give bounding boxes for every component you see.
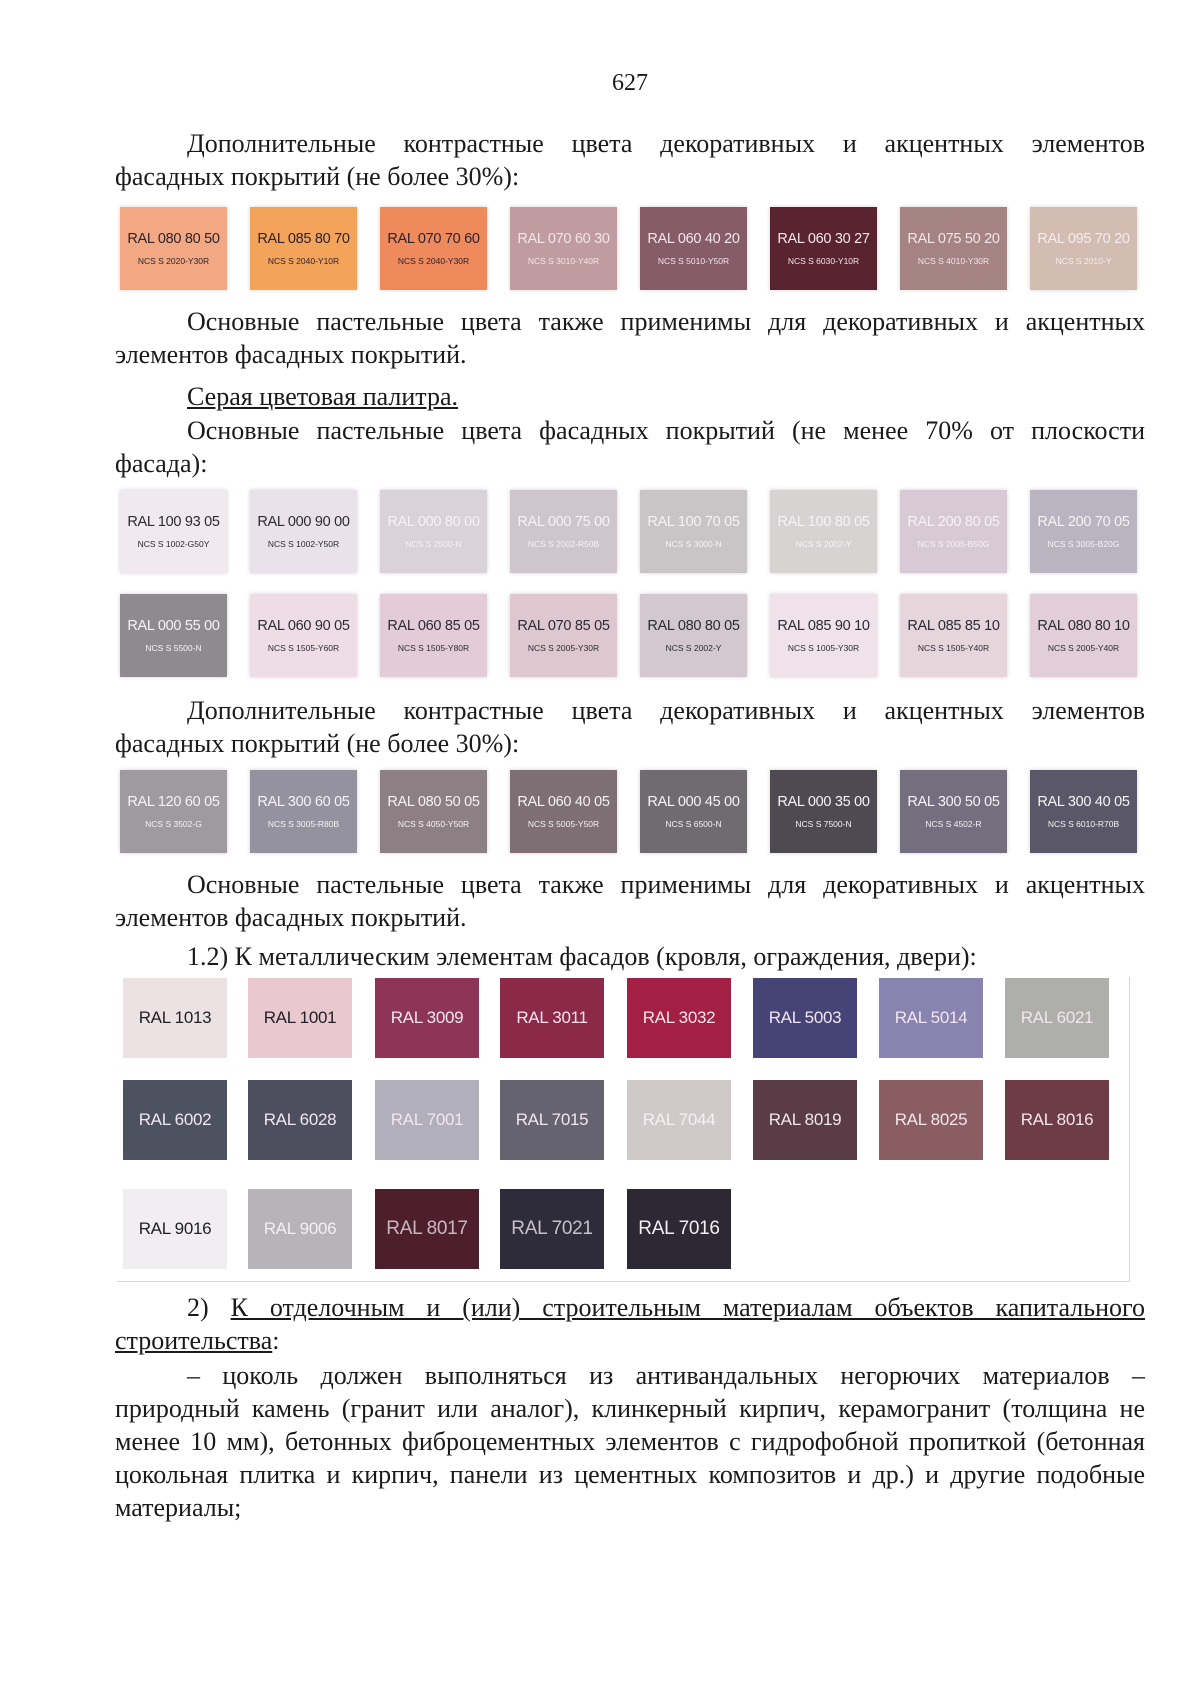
swatch-ral-code: RAL 060 90 05 <box>257 618 350 634</box>
swatch-ral-code: RAL 070 70 60 <box>387 231 480 247</box>
swatch-ral-code: RAL 000 75 00 <box>517 514 610 530</box>
swatch-ral-code: RAL 080 80 50 <box>127 231 220 247</box>
accent-colors-heading-1: Дополнительные контрастные цвета декоративных и акцентных элементов <box>187 129 1145 158</box>
swatch-ral-code: RAL 095 70 20 <box>1037 231 1130 247</box>
materials-heading <box>115 1291 1145 1357</box>
swatch-ral-code: RAL 300 40 05 <box>1037 794 1130 810</box>
pastel-note-2: Основные пастельные цвета также применимы для декоративных и акцентных элементов фасадных покрытий. <box>115 870 1145 932</box>
swatch-ral-code: RAL 070 60 30 <box>517 231 610 247</box>
swatch-ncs-code: NCS S 5010-Y50R <box>657 256 730 266</box>
swatch-ral-code: RAL 085 90 10 <box>777 618 870 634</box>
color-swatch <box>380 770 487 853</box>
metal-color-swatch: RAL 9016 <box>123 1189 227 1269</box>
color-swatch <box>640 770 747 853</box>
swatch-ncs-code: NCS S 6010-R70B <box>1047 819 1120 829</box>
metal-color-swatch: RAL 8025 <box>879 1080 983 1160</box>
color-swatch <box>770 207 877 290</box>
swatch-ncs-code: NCS S 6030-Y10R <box>787 256 860 266</box>
swatch-ral-code: RAL 200 80 05 <box>907 514 1000 530</box>
color-swatch <box>900 594 1007 677</box>
color-swatch <box>510 770 617 853</box>
swatch-ral-code: RAL 100 80 05 <box>777 514 870 530</box>
metal-color-swatch: RAL 6002 <box>123 1080 227 1160</box>
metal-color-swatch: RAL 3032 <box>627 978 731 1058</box>
metal-color-swatch: RAL 6028 <box>248 1080 352 1160</box>
plinth-requirement: – цоколь должен выполняться из антивандальных негорючих материалов – природный камень (гранит или аналог), клинкерный кирпич, керамогранит (толщина не менее 10 мм), бетонных фиброцементных элементов с гидрофобной пропиткой (бетонная цокольная плитка и кирпич, панели из цементных композитов и др.) и другие подобные материалы; <box>115 1361 1145 1522</box>
swatch-ncs-code: NCS S 2005-Y40R <box>1047 643 1120 653</box>
swatch-ral-code: RAL 060 40 05 <box>517 794 610 810</box>
color-swatch <box>510 207 617 290</box>
swatch-ncs-code: NCS S 3000-N <box>665 539 722 549</box>
swatch-ncs-code: NCS S 3010-Y40R <box>527 256 600 266</box>
color-swatch <box>1030 594 1137 677</box>
swatch-row-accent-1 <box>120 207 1140 290</box>
swatch-ral-code: RAL 300 60 05 <box>257 794 350 810</box>
swatch-ncs-code: NCS S 2040-Y30R <box>397 256 470 266</box>
metal-color-swatch: RAL 8019 <box>753 1080 857 1160</box>
swatch-ral-code: RAL 060 40 20 <box>647 231 740 247</box>
materials-heading-text: К отделочным и (или) строительным материалам объектов капитального строительства <box>115 1293 1145 1355</box>
swatch-ral-code: RAL 100 70 05 <box>647 514 740 530</box>
swatch-ral-code: RAL 080 50 05 <box>387 794 480 810</box>
color-swatch <box>250 490 357 573</box>
swatch-ral-code: RAL 085 80 70 <box>257 231 350 247</box>
color-swatch <box>250 594 357 677</box>
metal-color-swatch: RAL 7001 <box>375 1080 479 1160</box>
color-swatch <box>120 207 227 290</box>
color-swatch <box>770 490 877 573</box>
swatch-row-gray-base-2 <box>120 594 1140 677</box>
color-swatch <box>1030 207 1137 290</box>
metal-color-swatch: RAL 1013 <box>123 978 227 1058</box>
swatch-ncs-code: NCS S 2500-N <box>405 539 462 549</box>
color-swatch <box>250 770 357 853</box>
swatch-ral-code: RAL 000 55 00 <box>127 618 220 634</box>
swatch-ncs-code: NCS S 2005-Y30R <box>527 643 600 653</box>
color-swatch <box>900 490 1007 573</box>
swatch-ncs-code: NCS S 2040-Y10R <box>267 256 340 266</box>
color-swatch <box>1030 770 1137 853</box>
swatch-ncs-code: NCS S 1505-Y40R <box>917 643 990 653</box>
page-number: 627 <box>612 70 648 96</box>
swatch-row-accent-2 <box>120 770 1140 853</box>
swatch-ncs-code: NCS S 2010-Y <box>1055 256 1112 266</box>
materials-heading-number: 2) <box>187 1293 231 1322</box>
swatch-ral-code: RAL 085 85 10 <box>907 618 1000 634</box>
color-swatch <box>640 594 747 677</box>
materials-heading-colon: : <box>272 1326 280 1355</box>
swatch-ncs-code: NCS S 2002-Y <box>665 643 722 653</box>
metal-color-swatch: RAL 7021 <box>500 1189 604 1269</box>
metal-swatch-panel <box>117 977 1130 1282</box>
color-swatch <box>900 207 1007 290</box>
swatch-ncs-code: NCS S 2020-Y30R <box>137 256 210 266</box>
swatch-ncs-code: NCS S 1505-Y80R <box>397 643 470 653</box>
swatch-ncs-code: NCS S 7500-N <box>795 819 852 829</box>
swatch-ncs-code: NCS S 2002-Y <box>795 539 852 549</box>
swatch-ncs-code: NCS S 3005-B20G <box>1047 539 1120 549</box>
base-pastel-heading: Основные пастельные цвета фасадных покрытий (не менее 70% от плоскости фасада): <box>115 416 1145 478</box>
swatch-ral-code: RAL 075 50 20 <box>907 231 1000 247</box>
metal-color-swatch: RAL 9006 <box>248 1189 352 1269</box>
color-swatch <box>120 594 227 677</box>
swatch-ral-code: RAL 000 90 00 <box>257 514 350 530</box>
swatch-ral-code: RAL 300 50 05 <box>907 794 1000 810</box>
swatch-ral-code: RAL 200 70 05 <box>1037 514 1130 530</box>
metal-color-swatch: RAL 3011 <box>500 978 604 1058</box>
swatch-ral-code: RAL 080 80 10 <box>1037 618 1130 634</box>
swatch-ral-code: RAL 100 93 05 <box>127 514 220 530</box>
gray-palette-title-text: Серая цветовая палитра. <box>187 382 459 411</box>
color-swatch <box>770 770 877 853</box>
pastel-note-1: Основные пастельные цвета также применимы для декоративных и акцентных элементов фасадных покрытий. <box>115 307 1145 369</box>
color-swatch <box>640 207 747 290</box>
gray-palette-title <box>115 380 1145 413</box>
swatch-ral-code: RAL 000 80 00 <box>387 514 480 530</box>
metal-color-swatch: RAL 8016 <box>1005 1080 1109 1160</box>
metal-color-swatch: RAL 5003 <box>753 978 857 1058</box>
metal-color-swatch: RAL 8017 <box>375 1189 479 1269</box>
metal-elements-heading: 1.2) К металлическим элементам фасадов (кровля, ограждения, двери): <box>187 942 977 971</box>
swatch-ncs-code: NCS S 3502-G <box>145 819 202 829</box>
swatch-ncs-code: NCS S 1002-Y50R <box>267 539 340 549</box>
swatch-ncs-code: NCS S 4050-Y50R <box>397 819 470 829</box>
metal-color-swatch: RAL 5014 <box>879 978 983 1058</box>
swatch-ral-code: RAL 000 45 00 <box>647 794 740 810</box>
color-swatch <box>770 594 877 677</box>
accent-colors-heading-2-cont: фасадных покрытий (не более 30%): <box>115 729 520 758</box>
color-swatch <box>900 770 1007 853</box>
swatch-ncs-code: NCS S 2005-B50G <box>917 539 990 549</box>
swatch-ncs-code: NCS S 4010-Y30R <box>917 256 990 266</box>
swatch-ncs-code: NCS S 2002-R50B <box>527 539 600 549</box>
metal-color-swatch: RAL 3009 <box>375 978 479 1058</box>
swatch-ncs-code: NCS S 1002-G50Y <box>137 539 210 549</box>
swatch-ncs-code: NCS S 5500-N <box>145 643 202 653</box>
accent-colors-heading-1-cont: фасадных покрытий (не более 30%): <box>115 162 520 191</box>
swatch-ral-code: RAL 060 85 05 <box>387 618 480 634</box>
color-swatch <box>380 207 487 290</box>
swatch-ral-code: RAL 060 30 27 <box>777 231 870 247</box>
color-swatch <box>120 490 227 573</box>
color-swatch <box>510 490 617 573</box>
swatch-ncs-code: NCS S 4502-R <box>925 819 982 829</box>
metal-color-swatch: RAL 6021 <box>1005 978 1109 1058</box>
swatch-ncs-code: NCS S 1005-Y30R <box>787 643 860 653</box>
color-swatch <box>380 594 487 677</box>
swatch-ral-code: RAL 070 85 05 <box>517 618 610 634</box>
swatch-ncs-code: NCS S 6500-N <box>665 819 722 829</box>
color-swatch <box>510 594 617 677</box>
color-swatch <box>380 490 487 573</box>
metal-color-swatch: RAL 7015 <box>500 1080 604 1160</box>
color-swatch <box>250 207 357 290</box>
color-swatch <box>640 490 747 573</box>
accent-colors-heading-2: Дополнительные контрастные цвета декоративных и акцентных элементов <box>187 696 1145 725</box>
swatch-ral-code: RAL 080 80 05 <box>647 618 740 634</box>
color-swatch <box>120 770 227 853</box>
swatch-row-gray-base-1 <box>120 490 1140 573</box>
swatch-ncs-code: NCS S 3005-R80B <box>267 819 340 829</box>
swatch-ncs-code: NCS S 1505-Y60R <box>267 643 340 653</box>
swatch-ncs-code: NCS S 5005-Y50R <box>527 819 600 829</box>
metal-color-swatch: RAL 7016 <box>627 1189 731 1269</box>
metal-color-swatch: RAL 7044 <box>627 1080 731 1160</box>
swatch-ral-code: RAL 000 35 00 <box>777 794 870 810</box>
metal-color-swatch: RAL 1001 <box>248 978 352 1058</box>
swatch-ral-code: RAL 120 60 05 <box>127 794 220 810</box>
color-swatch <box>1030 490 1137 573</box>
